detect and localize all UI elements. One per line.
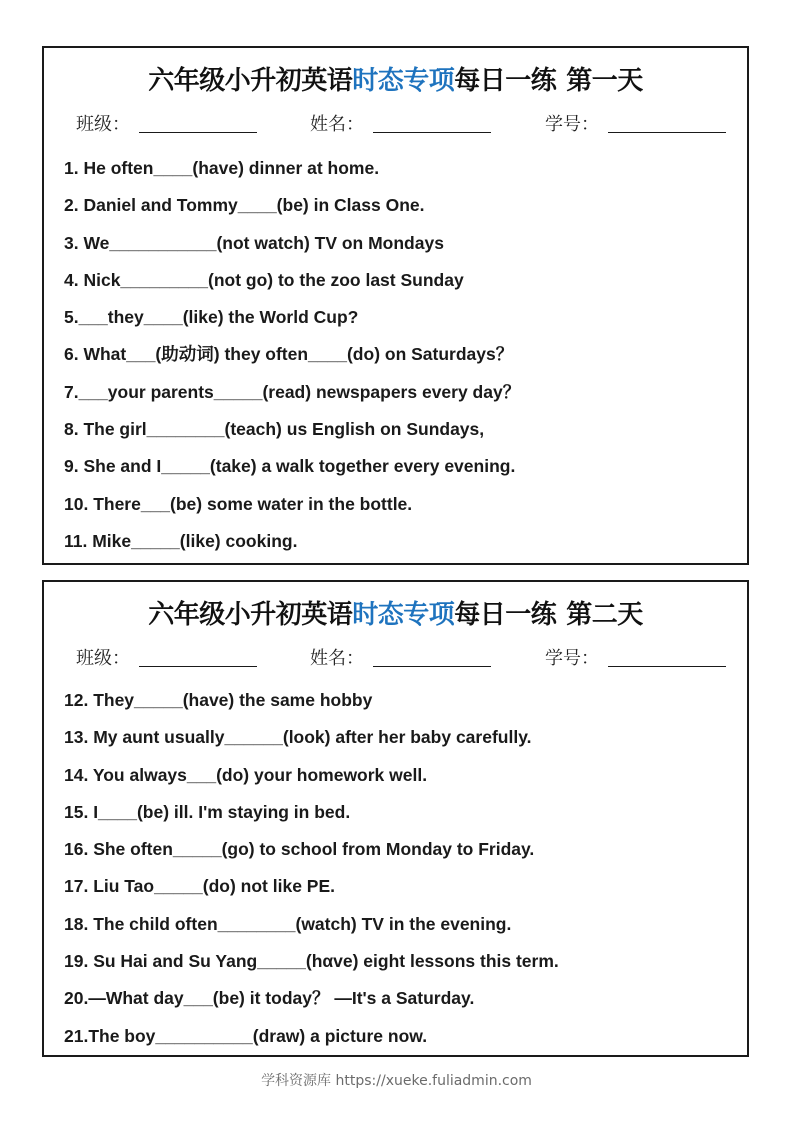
name-label: 姓名：	[310, 114, 364, 135]
name-field	[310, 110, 491, 136]
question-list	[64, 688, 737, 1061]
name-field	[310, 644, 491, 670]
worksheet-day-1	[42, 46, 749, 565]
question-item: 5.___they____(like) the World Cup?	[64, 307, 359, 328]
worksheet-title	[44, 594, 747, 631]
title-accent: 时态专项	[352, 66, 455, 96]
class-label: 班级：	[76, 114, 130, 135]
question-item: 18. The child often________(watch) TV in the evening.	[64, 913, 512, 934]
name-blank[interactable]	[373, 111, 491, 133]
watermark-footer: 学科资源库 https://xueke.fuliadmin.com	[261, 1073, 532, 1089]
question-item: 15. I____(be) ill. I'm staying in bed.	[64, 801, 351, 822]
worksheet-day-2	[42, 580, 749, 1057]
worksheet-title	[44, 60, 747, 97]
question-item: 4. Nick_________(not go) to the zoo last Sunday	[64, 269, 464, 290]
name-label: 姓名：	[310, 648, 364, 669]
question-item: 6. What___(助动词) they often____(do) on Saturdays？	[64, 344, 514, 365]
student-info-fields	[44, 110, 747, 136]
question-item: 1. He often____(have) dinner at home.	[64, 158, 380, 178]
question-item: 9. She and I_____(take) a walk together every evening.	[64, 456, 516, 477]
title-day: 第一天	[566, 66, 643, 96]
question-item: 14. You always___(do) your homework well.	[64, 764, 428, 785]
title-accent: 时态专项	[352, 600, 455, 630]
student-number-field	[545, 644, 726, 670]
name-blank[interactable]	[373, 645, 491, 667]
student-info-fields	[44, 644, 747, 670]
question-item: 20.—What day___(be) it today？ —It's a Saturday.	[64, 988, 475, 1009]
question-item: 11. Mike_____(like) cooking.	[64, 530, 298, 551]
question-item: 13. My aunt usually______(look) after her baby carefully.	[64, 727, 532, 748]
title-suffix: 每日一练	[454, 66, 557, 96]
question-item: 19. Su Hai and Su Yang_____(hαve) eight lessons this term.	[64, 951, 559, 972]
student-number-blank[interactable]	[608, 111, 726, 133]
class-label: 班级：	[76, 648, 130, 669]
class-blank[interactable]	[139, 645, 257, 667]
question-item: 3. We___________(not watch) TV on Mondays	[64, 232, 444, 253]
title-prefix: 六年级小升初英语	[148, 600, 353, 630]
question-item: 2. Daniel and Tommy____(be) in Class One.	[64, 195, 425, 216]
question-item: 12. They_____(have) the same hobby	[64, 690, 373, 710]
question-item: 16. She often_____(go) to school from Monday to Friday.	[64, 839, 535, 860]
question-item: 17. Liu Tao_____(do) not like PE.	[64, 876, 335, 897]
student-number-blank[interactable]	[608, 645, 726, 667]
title-suffix: 每日一练	[454, 600, 557, 630]
student-number-label: 学号：	[545, 114, 599, 135]
student-number-field	[545, 110, 726, 136]
question-item: 10. There___(be) some water in the bottle.	[64, 493, 413, 514]
class-field	[76, 644, 257, 670]
student-number-label: 学号：	[545, 648, 599, 669]
class-field	[76, 110, 257, 136]
question-item: 8. The girl________(teach) us English on Sundays,	[64, 419, 485, 440]
question-item: 7.___your parents_____(read) newspapers every day？	[64, 381, 521, 402]
title-prefix: 六年级小升初英语	[148, 66, 353, 96]
class-blank[interactable]	[139, 111, 257, 133]
title-day: 第二天	[566, 600, 643, 630]
question-item: 21.The boy__________(draw) a picture now.	[64, 1025, 428, 1046]
question-list	[64, 156, 737, 566]
